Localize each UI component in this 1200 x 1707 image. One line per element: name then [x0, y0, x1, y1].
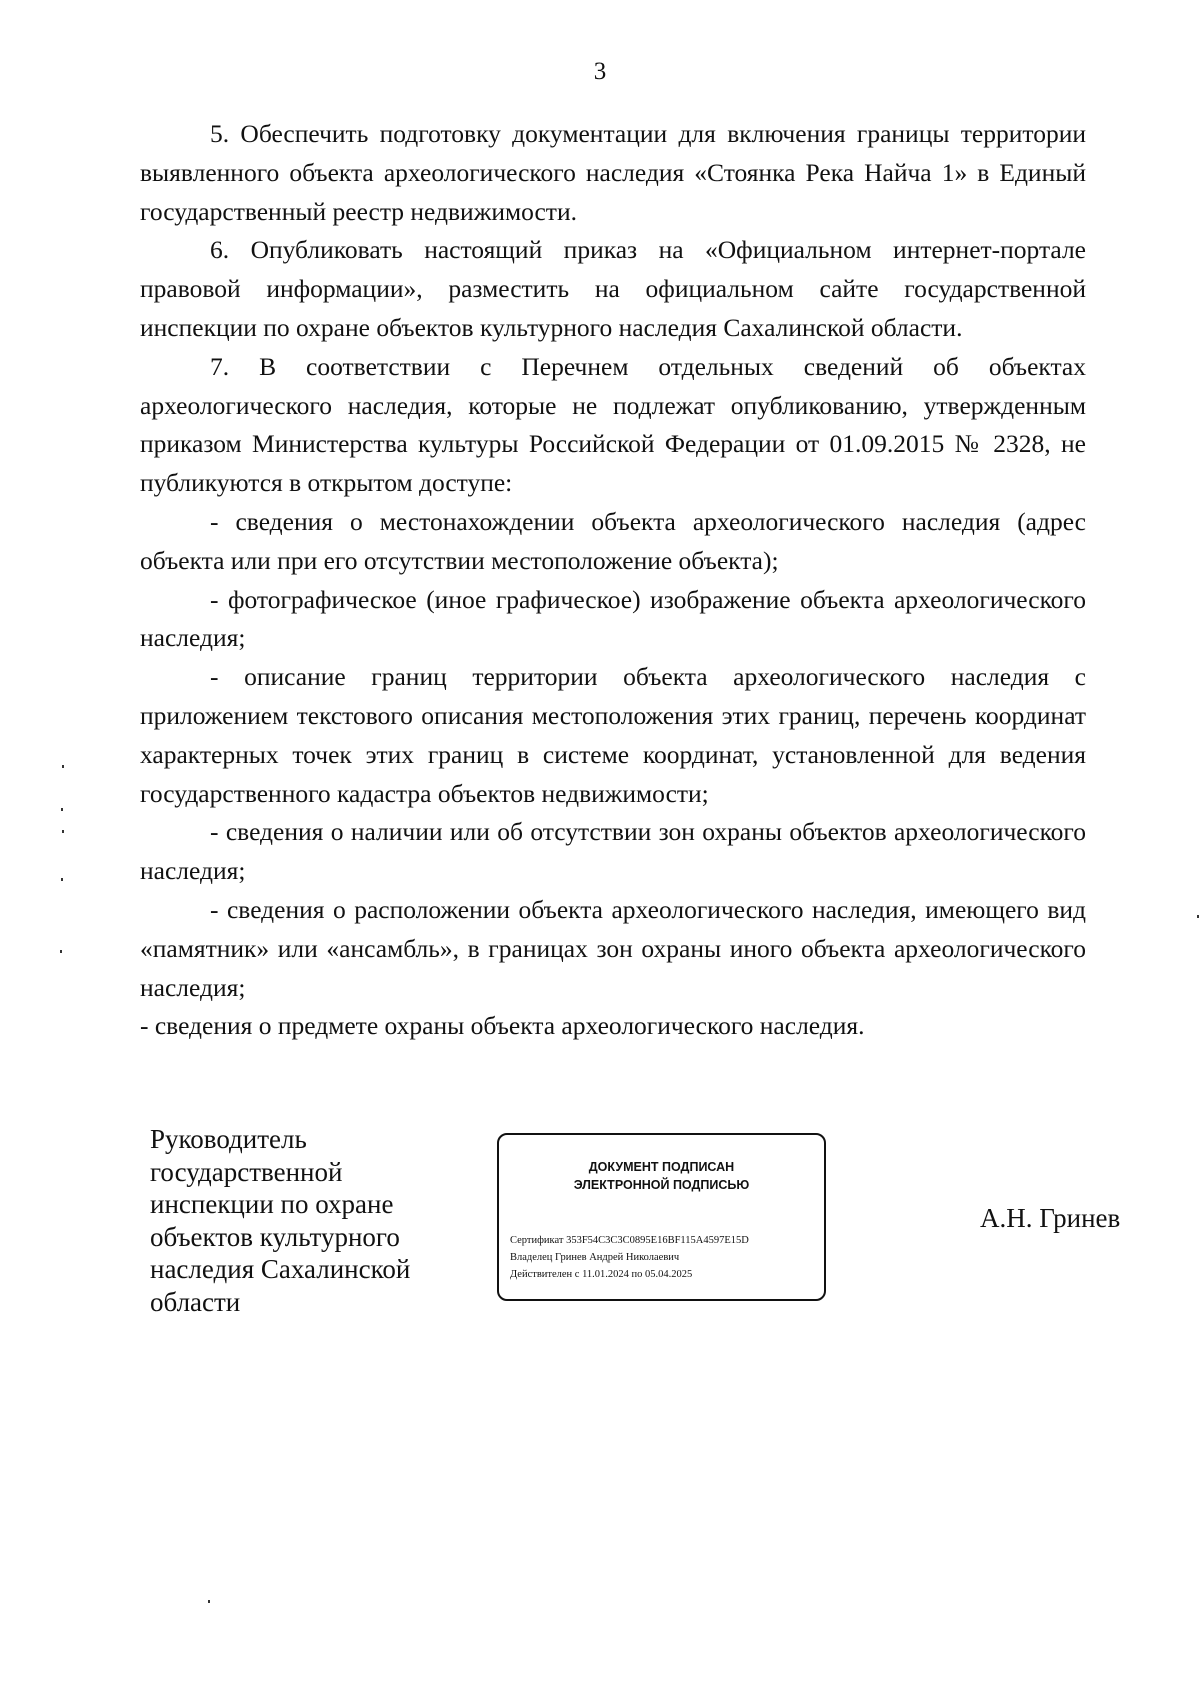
scan-speck: [60, 950, 62, 953]
stamp-header-line: ЭЛЕКТРОННОЙ ПОДПИСЬЮ: [573, 1178, 750, 1192]
electronic-signature-stamp: [497, 1133, 826, 1301]
stamp-details: [510, 1232, 818, 1283]
list-item-protection-subject: - сведения о предмете охраны объекта археологического наследия.: [140, 1011, 865, 1041]
scan-speck: [208, 1600, 210, 1603]
signer-position-line: области: [150, 1286, 241, 1317]
signer-position-line: наследия Сахалинской: [150, 1254, 411, 1284]
signer-name: А.Н. Гринев: [980, 1203, 1121, 1233]
list-item-monument-location: - сведения о расположении объекта археологического наследия, имеющего вид «памятник» или «ансамбль», в границах зон охраны иного объекта археологического наследия;: [140, 894, 1086, 1002]
scan-speck: [61, 808, 63, 811]
stamp-owner: Владелец Гринев Андрей Николаевич: [510, 1252, 680, 1263]
stamp-header-line: ДОКУМЕНТ ПОДПИСАН: [588, 1160, 735, 1174]
document-body: [140, 115, 1086, 1046]
signer-position-line: Руководитель: [150, 1124, 307, 1154]
page-number: 3: [593, 58, 607, 85]
paragraph-7: 7. В соответствии с Перечнем отдельных сведений об объектах археологического наследия, которые не подлежат опубликованию, утвержденным приказом Министерства культуры Российской Федерации от 01.09.2015 № 2328, не публикуются в открытом доступе:: [140, 351, 1086, 498]
stamp-header: [499, 1158, 824, 1194]
stamp-validity: Действителен с 11.01.2024 по 05.04.2025: [510, 1269, 693, 1280]
scan-speck: [62, 765, 64, 768]
paragraph-6: 6. Опубликовать настоящий приказ на «Официальном интернет-портале правовой информации», разместить на официальном сайте государственной инспекции по охране объектов культурного наследия Сахалинской области.: [140, 235, 1086, 342]
list-item-boundaries: - описание границ территории объекта археологического наследия с приложением текстового описания местоположения этих границ, перечень координат характерных точек этих границ в системе координат, установленной для ведения государственного кадастра объектов недвижимости;: [140, 662, 1086, 808]
scan-speck: [62, 830, 64, 833]
signer-position: [150, 1123, 470, 1318]
list-item-protection-zones: - сведения о наличии или об отсутствии зон охраны объектов археологического наследия;: [140, 817, 1086, 886]
list-item-photo: - фотографическое (иное графическое) изображение объекта археологического наследия;: [140, 584, 1086, 653]
signer-position-line: государственной: [150, 1156, 343, 1187]
scan-speck: [1197, 915, 1199, 918]
signer-position-line: объектов культурного: [150, 1221, 400, 1252]
stamp-certificate: Сертификат 353F54C3C3C0895E16BF115A4597E15D: [510, 1235, 749, 1246]
scan-speck: [61, 878, 63, 881]
signer-position-line: инспекции по охране: [150, 1189, 394, 1219]
paragraph-5: 5. Обеспечить подготовку документации для включения границы территории выявленного объекта археологического наследия «Стоянка Река Найча 1» в Единый государственный реестр недвижимости.: [140, 119, 1086, 226]
list-item-location: - сведения о местонахождении объекта археологического наследия (адрес объекта или при его отсутствии местоположение объекта);: [140, 506, 1086, 575]
